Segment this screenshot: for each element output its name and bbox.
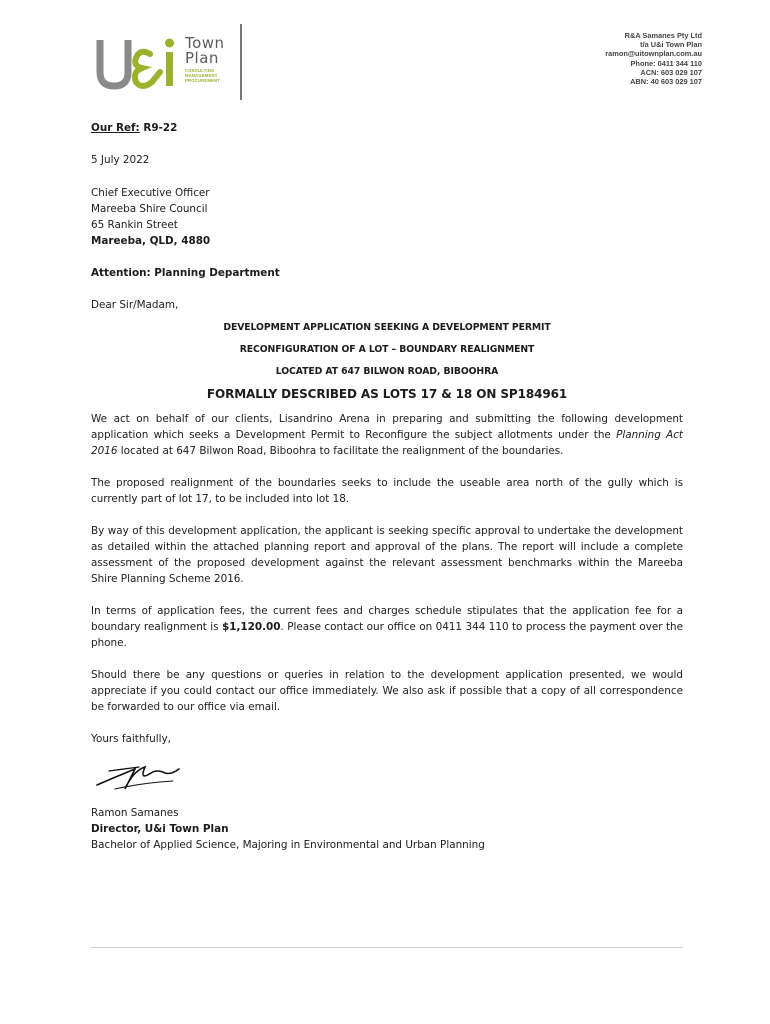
subject-line-4: FORMALLY DESCRIBED AS LOTS 17 & 18 ON SP184961: [206, 387, 568, 401]
company-abn: ABN: 40 603 029 107: [630, 77, 702, 87]
logo-town-text: Town: [185, 34, 225, 52]
closing: Yours faithfully,: [91, 733, 171, 745]
paragraph-approval: By way of this development application, the applicant is seeking specific approval to undertake the development as detailed within the attached planning report and approval of the plans. The report will include a complete assessment of the proposed development against the relevant assessment benchmarks within the Mareeba Shire Planning Scheme 2016.: [91, 525, 683, 585]
letter-date: 5 July 2022: [91, 154, 150, 166]
recipient-title: Chief Executive Officer: [91, 187, 210, 199]
letter-body: [91, 120, 683, 853]
logo-tagline: MANAGEMENT: [185, 73, 218, 78]
signatory-qualification: Bachelor of Applied Science, Majoring in Environmental and Urban Planning: [91, 839, 485, 851]
attention-line: Attention: Planning Department: [91, 267, 280, 279]
logo-tagline: CONSULTING: [185, 68, 215, 73]
salutation: Dear Sir/Madam,: [91, 299, 179, 311]
application-fee: $1,120.00: [222, 621, 281, 633]
subject-heading: [91, 317, 683, 405]
reference-value: R9-22: [139, 122, 178, 134]
company-details: [605, 31, 702, 86]
logo-plan-text: Plan: [185, 49, 219, 67]
company-phone: Phone: 0411 344 110: [630, 58, 702, 68]
paragraph-fees: In terms of application fees, the current fees and charges schedule stipulates that the application fee for a boundary realignment is $1,120.00. Please contact our office on 0411 344 110 to process the payment over the phone.: [91, 605, 683, 649]
reference-label: Our Ref:: [91, 122, 140, 134]
company-acn: ACN: 603 029 107: [640, 67, 702, 77]
signatory-name: Ramon Samanes: [91, 807, 179, 819]
paragraph-intro: We act on behalf of our clients, Lisandrino Arena in preparing and submitting the following development application which seeks a Development Permit to Reconfigure the subject allotments under the Planning Act 2016 located at 647 Bilwon Road, Biboohra to facilitate the realignment of the boundaries.: [91, 413, 683, 457]
company-name: R&A Samanes Pty Ltd: [624, 31, 702, 40]
ui-logo-mark-icon: [96, 34, 182, 90]
header-divider: [240, 24, 242, 100]
paragraph-contact: Should there be any questions or queries in relation to the development application presented, we would appreciate if you could contact our office immediately. We also ask if possible that a copy of all correspondence be forwarded to our office via email.: [91, 669, 683, 713]
company-logo: [96, 30, 246, 90]
paragraph-realignment: The proposed realignment of the boundaries seeks to include the useable area north of the gully which is currently part of lot 17, to be included into lot 18.: [91, 477, 683, 505]
recipient-organisation: Mareeba Shire Council: [91, 203, 208, 215]
company-trading-name: t/a U&i Town Plan: [640, 40, 702, 50]
signature-area: [91, 747, 683, 805]
reference: [91, 120, 683, 136]
subject-line-1: DEVELOPMENT APPLICATION SEEKING A DEVELOPMENT PERMIT: [223, 322, 551, 333]
company-email: ramon@uitownplan.com.au: [605, 49, 702, 59]
signature-icon: [95, 759, 185, 793]
planning-act-reference: Planning Act 2016: [91, 429, 683, 457]
signatory-role: Director, U&i Town Plan: [91, 823, 229, 835]
subject-line-3: LOCATED AT 647 BILWON ROAD, BIBOOHRA: [275, 366, 499, 377]
footer-divider: [91, 947, 683, 948]
recipient-city: Mareeba, QLD, 4880: [91, 235, 211, 247]
subject-line-2: RECONFIGURATION OF A LOT – BOUNDARY REALIGNMENT: [239, 344, 535, 355]
logo-tagline: PROCUREMENT: [185, 78, 221, 83]
recipient-street: 65 Rankin Street: [91, 219, 178, 231]
